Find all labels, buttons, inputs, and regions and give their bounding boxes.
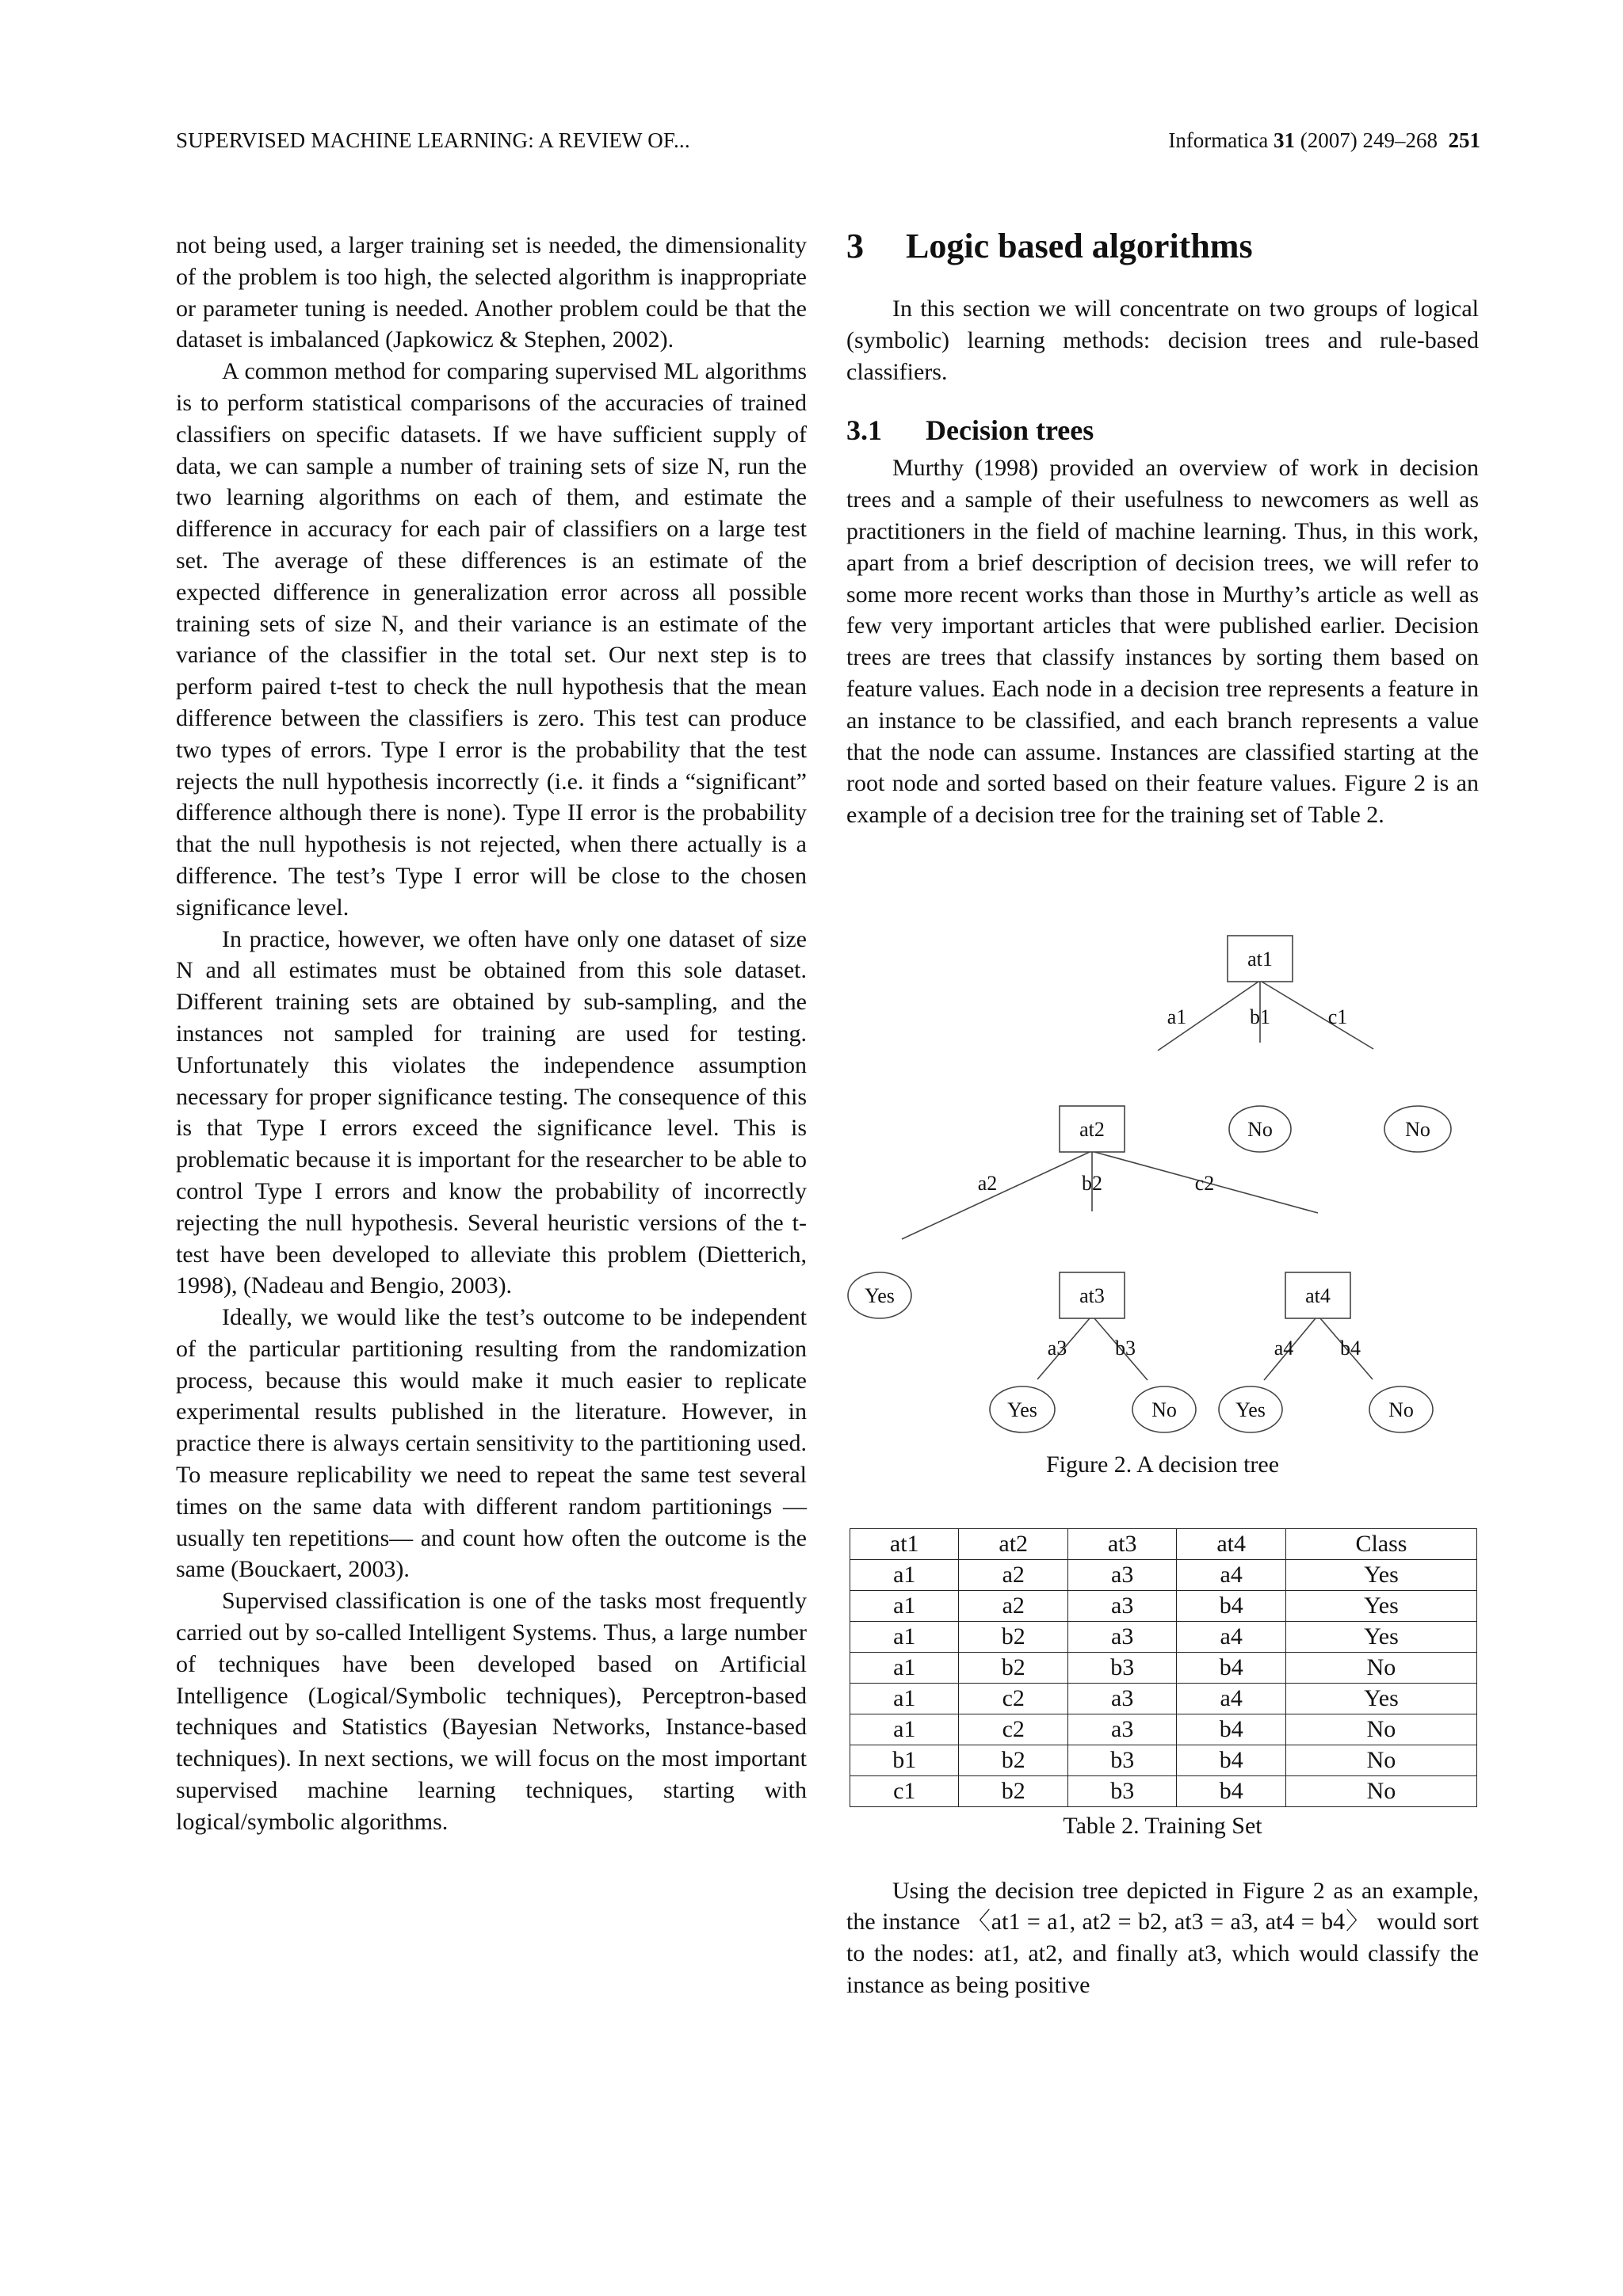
table-cell: c1 [850, 1775, 959, 1806]
subsection-title: Decision trees [926, 414, 1094, 447]
section-title: Logic based algorithms [906, 227, 1253, 265]
table-cell: a2 [959, 1590, 1067, 1621]
tree-leaf-label: Yes [1235, 1398, 1266, 1421]
table-cell: Yes [1285, 1683, 1476, 1714]
tree-edge-label: b4 [1340, 1336, 1361, 1360]
tree-edge-label: c2 [1194, 1171, 1215, 1195]
journal-year-pages: (2007) 249–268 [1300, 128, 1438, 152]
left-column [176, 230, 807, 1838]
tree-leaf-label: No [1388, 1398, 1414, 1421]
table-cell: a1 [850, 1590, 959, 1621]
table-header-cell: at1 [850, 1528, 959, 1559]
table-cell: b1 [850, 1745, 959, 1775]
tree-leaf-label: No [1405, 1117, 1430, 1141]
tree-leaf-label: No [1247, 1117, 1273, 1141]
table-header-row [850, 1528, 1477, 1559]
table-cell: a4 [1177, 1559, 1285, 1590]
table-cell: b2 [959, 1652, 1067, 1683]
tree-leaf-label: Yes [1007, 1398, 1037, 1421]
table-header-cell: Class [1285, 1528, 1476, 1559]
paragraph: A common method for comparing supervised ML algorithms is to perform statistical comparisons of the accuracies of trained classifiers on specific datasets. If we have sufficient supply of data, we can sample a number of training sets of size N, run the two learning algorithms on each of them, and estimate the difference in accuracy for each pair of classifiers on a large test set. The average of these differences is an estimate of the expected difference in generalization error across all possible training sets of size N, and their variance is an estimate of the variance of the classifier in the total set. Our next step is to perform paired t-test to check the null hypothesis that the mean difference between the classifiers is zero. This test can produce two types of errors. Type I error is the probability that the test rejects the null hypothesis incorrectly (i.e. it finds a “significant” difference although there is none). Type II error is the probability that the null hypothesis is not rejected, when there actually is a difference. The test’s Type I error will be close to the chosen significance level. [176, 358, 807, 921]
tree-node-label: at1 [1247, 947, 1273, 971]
table-cell: a3 [1067, 1683, 1176, 1714]
table-cell: a1 [850, 1621, 959, 1652]
tree-edge-label: a1 [1167, 1005, 1187, 1028]
tree-edge-label: a2 [977, 1171, 998, 1195]
table-cell: a2 [959, 1559, 1067, 1590]
table-cell: No [1285, 1775, 1476, 1806]
table-row [850, 1745, 1477, 1775]
paragraph: not being used, a larger training set is needed, the dimensionality of the problem is too high, the selected algorithm is inappropriate or parameter tuning is needed. Another problem could be that the dataset is imbalanced (Japkowicz & Stephen, 2002). [176, 232, 807, 353]
table-cell: No [1285, 1745, 1476, 1775]
paragraph: Using the decision tree depicted in Figure 2 as an example, the instance 〈at1 = a1, at2 = b2, at3 = a3, at4 = b4〉 would sort to the nodes: at1, at2, and finally at3, which would classify the instance as being positive [846, 1877, 1479, 1998]
table-cell: a3 [1067, 1559, 1176, 1590]
table-cell: b4 [1177, 1590, 1285, 1621]
table-cell: b3 [1067, 1652, 1176, 1683]
tree-edge [1262, 982, 1373, 1049]
paragraph: Supervised classification is one of the tasks most frequently carried out by so-called Intelligent Systems. Thus, a large number of techniques have been developed based on Artificial Intelligence (Logical/Symbolic techniques), Perceptron-based techniques and Statistics (Bayesian Networks, Instance-based techniques). In next sections, we will focus on the most important supervised machine learning techniques, starting with logical/symbolic algorithms. [176, 1588, 807, 1835]
running-header-title: SUPERVISED MACHINE LEARNING: A REVIEW OF... [176, 128, 690, 152]
paragraph: Murthy (1998) provided an overview of work in decision trees and a sample of their usefulness to newcomers as well as practitioners in the field of machine learning. Thus, in this work, apart from a brief description of decision trees, we will refer to some more recent works than those in Murthy’s article as well as few very important articles that were published earlier. Decision trees are trees that classify instances by sorting them based on feature values. Each node in a decision tree represents a feature in an instance to be classified, and each branch represents a value that the node can assume. Instances are classified starting at the root node and sorted based on their feature values. Figure 2 is an example of a decision tree for the training set of Table 2. [846, 455, 1479, 829]
tree-leaf-label: Yes [865, 1283, 895, 1307]
table-row [850, 1683, 1477, 1714]
section-number: 3 [846, 227, 864, 265]
tree-leaf-label: No [1151, 1398, 1177, 1421]
decision-tree-figure [846, 871, 1479, 1441]
table-cell: c2 [959, 1714, 1067, 1745]
tree-node-label: at2 [1079, 1117, 1105, 1141]
table-cell: b3 [1067, 1775, 1176, 1806]
table-cell: No [1285, 1714, 1476, 1745]
table-cell: a4 [1177, 1621, 1285, 1652]
right-column [846, 227, 1479, 2001]
table-header-cell: at4 [1177, 1528, 1285, 1559]
table-cell: a1 [850, 1652, 959, 1683]
table-row [850, 1621, 1477, 1652]
subsection-heading [846, 408, 1479, 452]
subsection-number: 3.1 [846, 414, 882, 447]
table-row [850, 1559, 1477, 1590]
section-heading [846, 222, 1479, 271]
training-set-table [850, 1528, 1477, 1807]
table-cell: b4 [1177, 1745, 1285, 1775]
table-cell: b2 [959, 1775, 1067, 1806]
table-row [850, 1590, 1477, 1621]
table-cell: a3 [1067, 1590, 1176, 1621]
table-cell: a3 [1067, 1714, 1176, 1745]
table-cell: No [1285, 1652, 1476, 1683]
journal-name: Informatica [1168, 128, 1269, 152]
table-caption: Table 2. Training Set [1063, 1812, 1262, 1839]
table-row [850, 1714, 1477, 1745]
table-cell: b2 [959, 1621, 1067, 1652]
table-cell: a1 [850, 1683, 959, 1714]
paragraph: In this section we will concentrate on two groups of logical (symbolic) learning methods: decision trees and rule-based classifiers. [846, 296, 1479, 385]
journal-volume: 31 [1274, 128, 1296, 152]
table-cell: b4 [1177, 1775, 1285, 1806]
table-cell: b2 [959, 1745, 1067, 1775]
tree-node-label: at4 [1305, 1283, 1331, 1307]
table-cell: a1 [850, 1714, 959, 1745]
paragraph: In practice, however, we often have only one dataset of size N and all estimates must be obtained from this sole dataset. Different training sets are obtained by sub-sampling, and the instances not sampled for training are used for testing. Unfortunately this violates the independence assumption necessary for proper significance testing. The consequence of this is that Type I errors exceed the significance level. This is problematic because it is important for the researcher to be able to control Type I errors and know the probability of incorrectly rejecting the null hypothesis. Several heuristic versions of the t-test have been developed to alleviate this problem (Dietterich, 1998), (Nadeau and Bengio, 2003). [176, 925, 807, 1299]
table-cell: Yes [1285, 1590, 1476, 1621]
tree-edge [902, 1152, 1090, 1239]
table-cell: Yes [1285, 1621, 1476, 1652]
running-header-journal [1168, 128, 1480, 153]
page-number: 251 [1448, 128, 1480, 152]
table-cell: b4 [1177, 1652, 1285, 1683]
figure-caption: Figure 2. A decision tree [1045, 1451, 1280, 1478]
tree-node-label: at3 [1079, 1283, 1105, 1307]
tree-edge-label: b1 [1250, 1005, 1270, 1028]
table-cell: a3 [1067, 1621, 1176, 1652]
table-cell: a1 [850, 1559, 959, 1590]
tree-edge-label: a3 [1047, 1336, 1067, 1360]
table-header-cell: at3 [1067, 1528, 1176, 1559]
tree-edge-label: a4 [1274, 1336, 1294, 1360]
table-cell: b3 [1067, 1745, 1176, 1775]
table-row [850, 1652, 1477, 1683]
tree-edge-label: b3 [1115, 1336, 1136, 1360]
table-cell: c2 [959, 1683, 1067, 1714]
tree-edge-label: b2 [1082, 1171, 1102, 1195]
table-cell: b4 [1177, 1714, 1285, 1745]
table-row [850, 1775, 1477, 1806]
table-cell: Yes [1285, 1559, 1476, 1590]
table-header-cell: at2 [959, 1528, 1067, 1559]
paragraph: Ideally, we would like the test’s outcome to be independent of the particular partitioning resulting from the randomization process, because this would make it much easier to replicate experimental results published in the literature. However, in practice there is always certain sensitivity to the partitioning used. To measure replicability we need to repeat the same test several times on the same data with different random partitionings — usually ten repetitions— and count how often the outcome is the same (Bouckaert, 2003). [176, 1304, 807, 1583]
table-cell: a4 [1177, 1683, 1285, 1714]
tree-edge-label: c1 [1327, 1005, 1348, 1028]
